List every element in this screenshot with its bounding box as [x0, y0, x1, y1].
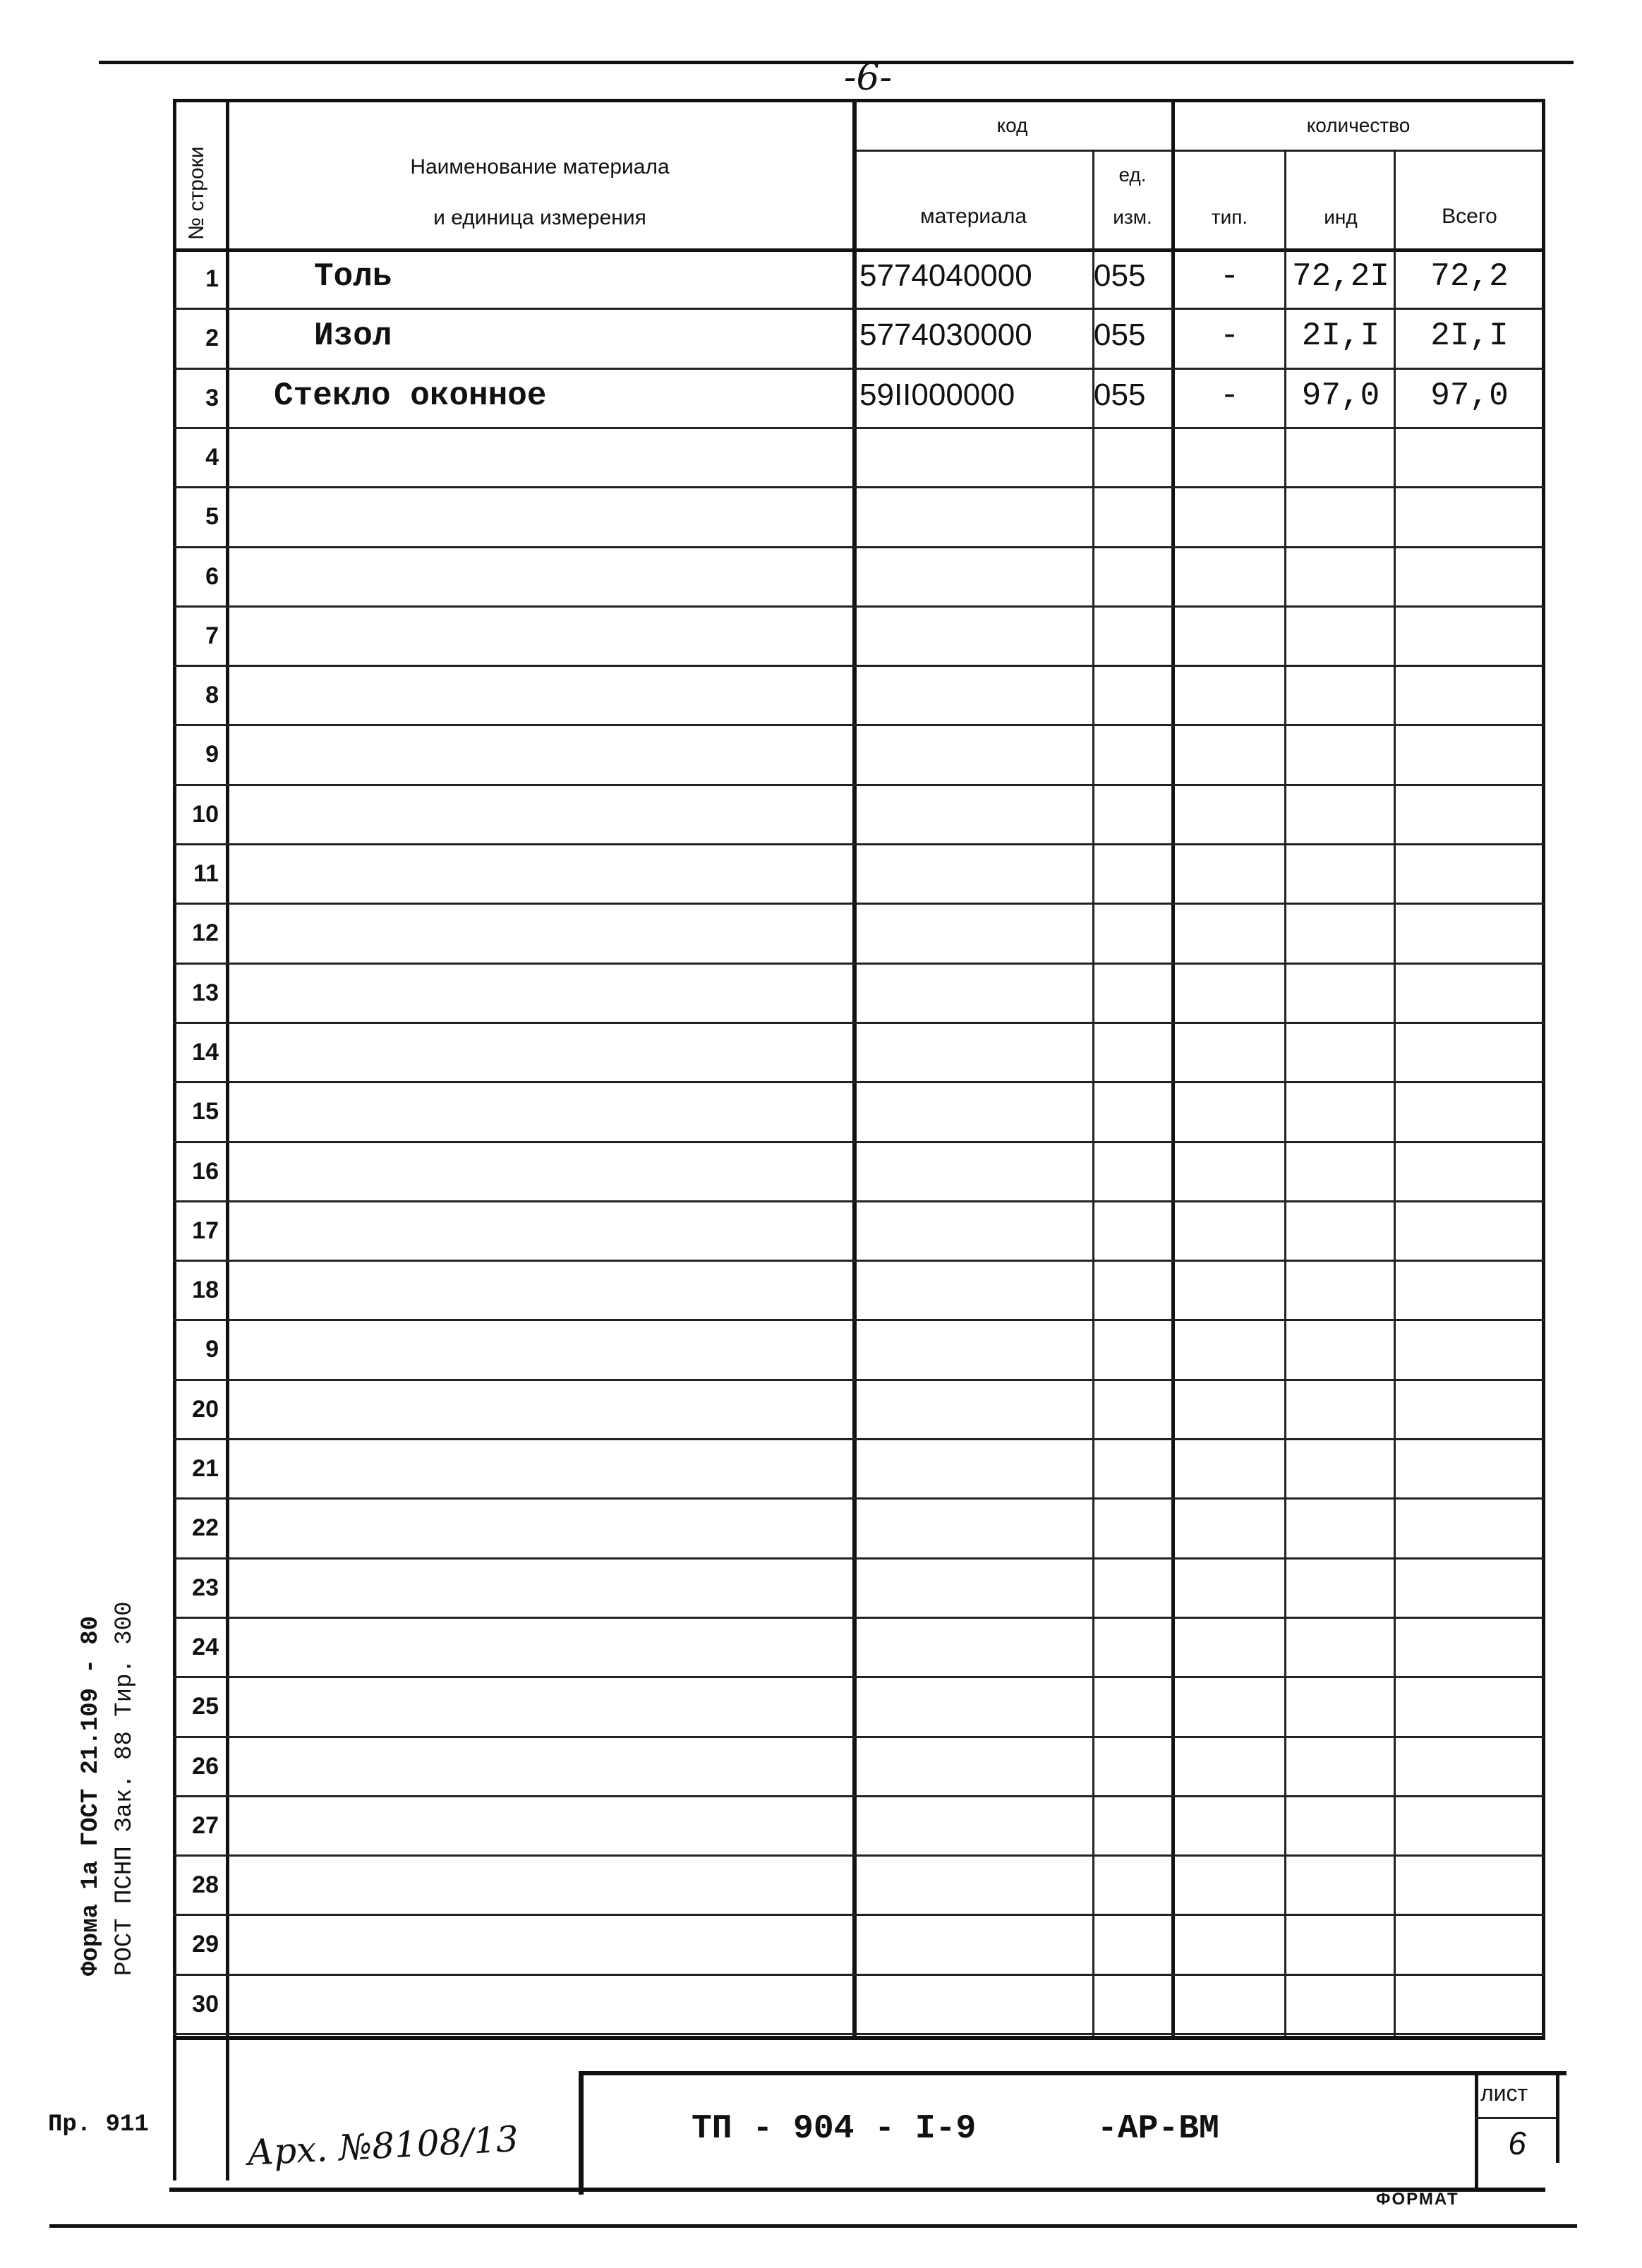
bottom-rule: [49, 2224, 1577, 2228]
row-number: 2: [205, 325, 219, 352]
row-number: 18: [192, 1277, 219, 1304]
sheet-number: 6: [1508, 2125, 1526, 2161]
row-number: 3: [205, 384, 219, 411]
material-name: Стекло оконное: [274, 377, 547, 414]
order-number: Пр. 911: [48, 2111, 149, 2138]
row-number: 5: [205, 503, 219, 531]
row-number: 9: [205, 1336, 219, 1363]
material-code: 59II000000: [859, 377, 1015, 412]
unit-code: 055: [1094, 318, 1146, 353]
row-number: 21: [192, 1455, 219, 1482]
row-divider: [173, 724, 1544, 726]
sheet-label: лист: [1480, 2080, 1528, 2106]
material-code: 5774040000: [859, 258, 1032, 293]
quantity-group-header: количество: [1306, 114, 1411, 136]
row-divider: [173, 1795, 1544, 1797]
row-divider: [173, 1736, 1544, 1738]
row-divider: [173, 605, 1544, 608]
row-number: 15: [192, 1098, 219, 1126]
row-number: 17: [192, 1217, 219, 1244]
row-divider: [173, 2033, 1544, 2035]
row-divider: [173, 1914, 1544, 1916]
row-number: 20: [192, 1395, 219, 1423]
code-unit-header-line1: ед.: [1118, 164, 1147, 186]
row-divider: [173, 308, 1544, 310]
row-divider: [173, 784, 1544, 786]
row-divider: [173, 1974, 1544, 1976]
form-note: Форма 1а ГОСТ 21.109 - 80: [78, 1615, 104, 1976]
row-number: 30: [192, 1990, 219, 2017]
qty-ind: 72,2I: [1291, 258, 1390, 295]
qty-typ: -: [1219, 258, 1240, 295]
name-header-line2: и единица измерения: [433, 206, 646, 229]
row-number: 28: [192, 1871, 219, 1899]
qty-ind: 2I,I: [1301, 318, 1380, 355]
row-divider: [173, 1617, 1544, 1619]
row-number: 25: [192, 1693, 219, 1720]
qty-typ-header: тип.: [1211, 206, 1248, 228]
row-divider: [173, 1081, 1544, 1083]
row-divider: [173, 546, 1544, 548]
row-number: 8: [205, 682, 219, 709]
page-number: -6-: [843, 56, 893, 99]
row-divider: [173, 1676, 1544, 1678]
material-name: Толь: [314, 258, 392, 295]
print-note: РОСТ ПСНП Зак. 88 Тир. 300: [111, 1601, 138, 1976]
qty-ind-header: инд: [1324, 206, 1358, 228]
row-number: 9: [205, 741, 219, 768]
archive-note: Арх. №8108/13: [246, 2118, 520, 2174]
row-divider: [173, 903, 1544, 905]
row-divider: [173, 1200, 1544, 1202]
unit-code: 055: [1094, 258, 1146, 293]
code-material-header: материала: [919, 205, 1027, 228]
row-number: 26: [192, 1752, 219, 1780]
qty-total: 97,0: [1430, 377, 1509, 414]
row-divider: [173, 486, 1544, 488]
qty-typ: -: [1219, 377, 1240, 414]
format-label: ФОРМАТ: [1376, 2190, 1459, 2209]
qty-typ: -: [1219, 318, 1240, 355]
document-suffix: -АР-ВМ: [1097, 2110, 1219, 2148]
name-header-line1: Наименование материала: [410, 155, 670, 179]
row-number: 12: [192, 919, 219, 947]
row-divider: [173, 843, 1544, 845]
row-number: 27: [192, 1811, 219, 1839]
row-divider: [173, 1557, 1544, 1560]
row-number: 4: [205, 443, 219, 471]
row-divider: [173, 427, 1544, 429]
row-number: 16: [192, 1157, 219, 1185]
row-number: 23: [192, 1574, 219, 1601]
qty-ind: 97,0: [1301, 377, 1380, 414]
row-number-header: № строки: [185, 146, 208, 240]
document-code: ТП - 904 - I-9: [692, 2110, 977, 2148]
row-divider: [173, 1379, 1544, 1381]
row-divider: [173, 1854, 1544, 1857]
row-divider: [173, 1497, 1544, 1500]
row-divider: [173, 368, 1544, 370]
qty-total: 72,2: [1430, 258, 1509, 295]
qty-total: 2I,I: [1430, 318, 1509, 355]
row-number: 13: [192, 979, 219, 1006]
code-group-header: код: [996, 114, 1028, 136]
row-divider: [173, 1319, 1544, 1321]
row-number: 7: [205, 622, 219, 649]
row-number: 1: [205, 265, 219, 292]
qty-total-header: Всего: [1442, 205, 1497, 228]
material-code: 5774030000: [859, 318, 1032, 353]
row-divider: [173, 1141, 1544, 1143]
row-divider: [173, 963, 1544, 965]
row-divider: [173, 1022, 1544, 1024]
unit-code: 055: [1094, 377, 1146, 412]
row-divider: [173, 1438, 1544, 1440]
material-name: Изол: [314, 318, 392, 355]
code-unit-header-line2: изм.: [1113, 206, 1152, 228]
row-divider: [173, 665, 1544, 667]
row-divider: [173, 1260, 1544, 1262]
row-number: 6: [205, 562, 219, 590]
row-number: 24: [192, 1633, 219, 1660]
row-number: 14: [192, 1038, 219, 1066]
row-number: 10: [192, 800, 219, 828]
row-number: 29: [192, 1931, 219, 1958]
row-number: 22: [192, 1514, 219, 1542]
row-number: 11: [193, 860, 219, 887]
